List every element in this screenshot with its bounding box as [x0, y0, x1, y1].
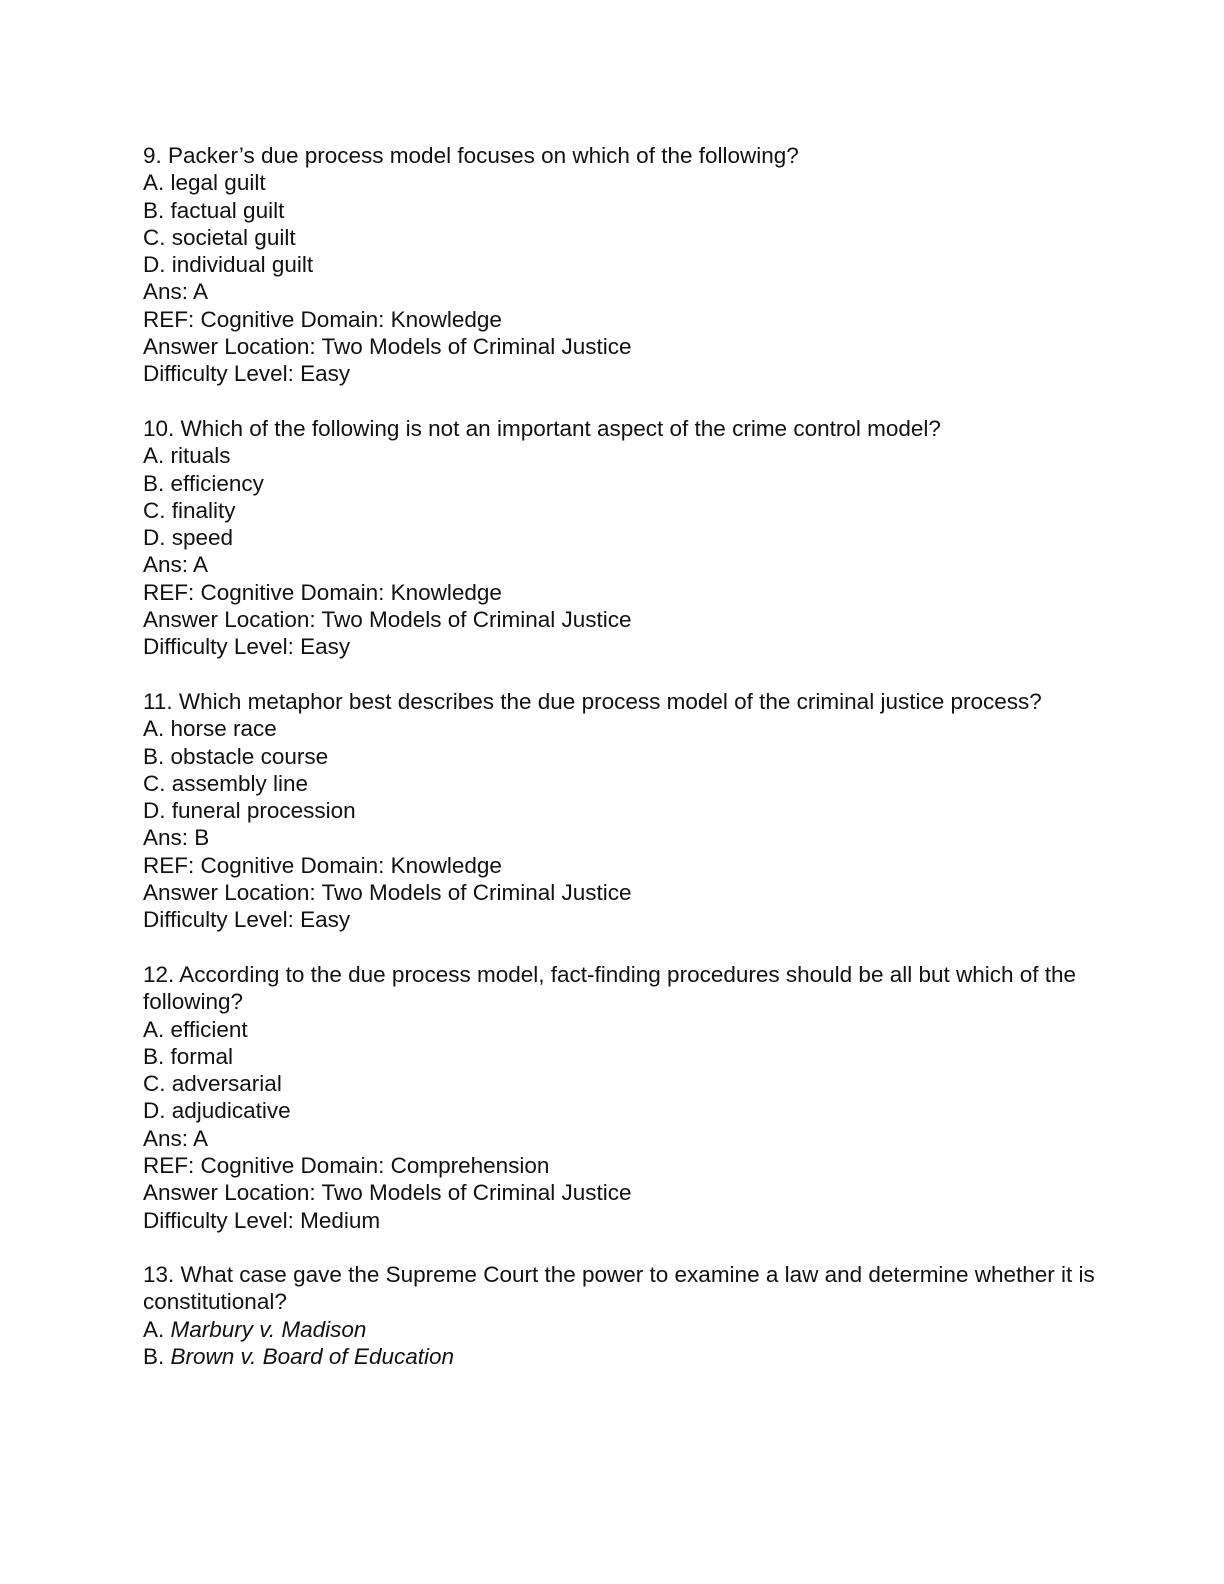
option-c	[143, 770, 1103, 797]
question-10	[143, 415, 1103, 661]
option-a	[143, 169, 1103, 196]
option-letter: C.	[143, 1071, 172, 1097]
option-text: assembly line	[171, 770, 309, 796]
option-b	[143, 743, 1103, 770]
option-b	[143, 470, 1103, 497]
question-stem: 12. According to the due process model, fact-finding procedures should be all but which of the following?	[143, 961, 1077, 1015]
option-letter: B.	[143, 470, 171, 496]
option-d	[143, 524, 1103, 551]
option-letter: D.	[143, 525, 172, 551]
option-d	[143, 251, 1103, 278]
question-stem: 10. Which of the following is not an important aspect of the crime control model?	[143, 415, 941, 441]
document-page	[143, 142, 1103, 1398]
option-text: obstacle course	[170, 743, 329, 769]
question-13	[143, 1261, 1103, 1370]
option-letter: B.	[143, 1043, 171, 1069]
option-a	[143, 1016, 1103, 1043]
option-text: finality	[171, 497, 236, 523]
answer-line: Ans: A	[143, 279, 209, 305]
option-b	[143, 1343, 1103, 1370]
answer-line: Ans: B	[143, 825, 210, 851]
option-letter: A.	[143, 1316, 171, 1342]
question-stem: 9. Packer’s due process model focuses on which of the following?	[143, 143, 799, 168]
option-letter: B.	[143, 1344, 171, 1370]
question-11	[143, 688, 1103, 934]
option-text: adversarial	[171, 1071, 282, 1097]
answer-location-line: Answer Location: Two Models of Criminal Justice	[143, 334, 632, 360]
option-text: individual guilt	[171, 252, 314, 278]
option-text: funeral procession	[171, 798, 356, 824]
option-letter: D.	[143, 252, 172, 278]
option-letter: A.	[143, 716, 171, 742]
option-a	[143, 442, 1103, 469]
option-letter: B.	[143, 743, 171, 769]
answer-location-line: Answer Location: Two Models of Criminal Justice	[143, 607, 632, 633]
ref-line: REF: Cognitive Domain: Comprehension	[143, 1152, 550, 1178]
question-12	[143, 961, 1103, 1234]
option-c	[143, 224, 1103, 251]
option-text: speed	[171, 525, 234, 551]
option-text: horse race	[170, 716, 277, 742]
option-text: efficiency	[170, 470, 264, 496]
option-text: Marbury v. Madison	[170, 1316, 367, 1342]
option-letter: C.	[143, 770, 172, 796]
option-d	[143, 797, 1103, 824]
question-stem: 13. What case gave the Supreme Court the power to examine a law and determine whether it is constitutional?	[143, 1262, 1095, 1315]
option-text: Brown v. Board of Education	[170, 1344, 455, 1370]
option-text: formal	[170, 1043, 234, 1069]
difficulty-line: Difficulty Level: Easy	[143, 361, 351, 387]
option-b	[143, 197, 1103, 224]
answer-line: Ans: A	[143, 552, 209, 578]
option-letter: A.	[143, 170, 171, 196]
option-c	[143, 497, 1103, 524]
option-a	[143, 1316, 1103, 1343]
option-d	[143, 1097, 1103, 1124]
difficulty-line: Difficulty Level: Easy	[143, 907, 351, 933]
question-stem: 11. Which metaphor best describes the due process model of the criminal justice process?	[143, 688, 1042, 714]
option-text: factual guilt	[170, 197, 285, 223]
difficulty-line: Difficulty Level: Medium	[143, 1207, 381, 1233]
option-c	[143, 1070, 1103, 1097]
answer-line: Ans: A	[143, 1125, 209, 1151]
option-letter: D.	[143, 1098, 172, 1124]
answer-location-line: Answer Location: Two Models of Criminal Justice	[143, 1180, 632, 1206]
ref-line: REF: Cognitive Domain: Knowledge	[143, 852, 502, 878]
option-text: adjudicative	[171, 1098, 291, 1124]
option-text: efficient	[170, 1016, 248, 1042]
option-text: rituals	[170, 443, 231, 469]
option-letter: A.	[143, 443, 171, 469]
option-letter: B.	[143, 197, 171, 223]
option-letter: D.	[143, 798, 172, 824]
option-a	[143, 715, 1103, 742]
ref-line: REF: Cognitive Domain: Knowledge	[143, 306, 502, 332]
question-9	[143, 142, 1103, 388]
ref-line: REF: Cognitive Domain: Knowledge	[143, 579, 502, 605]
option-letter: C.	[143, 497, 172, 523]
option-letter: C.	[143, 224, 172, 250]
option-letter: A.	[143, 1016, 171, 1042]
answer-location-line: Answer Location: Two Models of Criminal Justice	[143, 880, 632, 906]
option-b	[143, 1043, 1103, 1070]
option-text: legal guilt	[170, 170, 266, 196]
difficulty-line: Difficulty Level: Easy	[143, 634, 351, 660]
option-text: societal guilt	[171, 224, 296, 250]
